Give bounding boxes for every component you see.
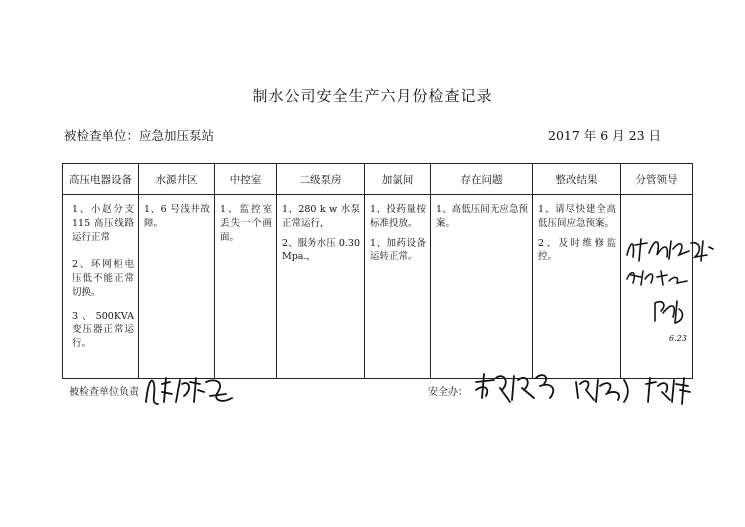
inspection-table: [62, 163, 693, 379]
cell-text: 2、环网柜电压低不能正常切换。: [72, 259, 134, 298]
cell-text: 1、投药量按标准投放。: [370, 204, 426, 229]
inspected-unit-head-label: 被检查单位负责: [69, 387, 139, 398]
header-rectification: 整改结果: [533, 164, 621, 195]
cell-text: 2、服务水压 0.30Mpa.，: [282, 237, 360, 263]
cell-text: 1、280 k w 水泵正常运行，: [282, 204, 360, 229]
cell-high-voltage: [63, 195, 139, 379]
handwritten-signature: [570, 372, 635, 408]
header-control-room: 中控室: [215, 164, 277, 195]
handwritten-signature: [640, 372, 698, 408]
table-header-row: [63, 164, 693, 195]
cell-text: 1、加药设备运转正常。: [370, 237, 426, 263]
handwritten-signature: [623, 265, 693, 289]
handwritten-signature: [140, 372, 240, 410]
document-title: 制水公司安全生产六月份检查记录: [252, 87, 493, 105]
cell-text: 1、请尽快建全高低压间应急预案。: [538, 204, 616, 229]
leader-sign-date: 6.23: [669, 334, 687, 343]
cell-chlorination: [365, 195, 431, 379]
header-chlorination: 加氯间: [365, 164, 431, 195]
header-high-voltage: 高压电器设备: [63, 164, 139, 195]
inspected-unit: 被检查单位：应急加压泵站: [64, 128, 215, 143]
header-water-source: 水源井区: [139, 164, 215, 195]
header-pump-room: 二级泵房: [277, 164, 365, 195]
handwritten-signature: [623, 235, 715, 265]
handwritten-signature: [470, 368, 565, 408]
table-row: [63, 195, 693, 379]
cell-leader-signatures: [621, 195, 693, 379]
cell-text: 2、及时维修监控。: [538, 237, 616, 263]
cell-text: 1、6 号浅井故障。: [144, 204, 210, 229]
header-leader: 分管领导: [621, 164, 693, 195]
safety-office-label: 安全办：: [428, 387, 468, 398]
cell-text: 1、监控室丢失一个画面。: [220, 204, 272, 243]
inspection-date: 2017 年 6 月 23 日: [548, 128, 662, 143]
handwritten-signature: [649, 295, 689, 329]
cell-text: 1、高低压间无应急预案。: [436, 204, 528, 229]
cell-text: 3、500KVA 变压器正常运行。: [72, 310, 134, 350]
cell-text: 1、小赵分支 115 高压线路运行正常: [72, 204, 134, 243]
cell-pump-room: [277, 195, 365, 379]
cell-issues: [431, 195, 533, 379]
cell-water-source: [139, 195, 215, 379]
cell-control-room: [215, 195, 277, 379]
header-issues: 存在问题: [431, 164, 533, 195]
cell-rectification: [533, 195, 621, 379]
